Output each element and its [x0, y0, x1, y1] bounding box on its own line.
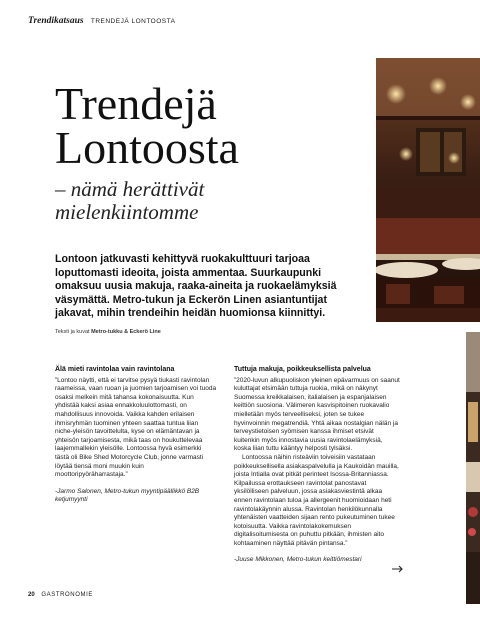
credit-prefix: Teksti ja kuvat	[55, 329, 90, 335]
section-name: Trendikatsaus	[28, 16, 84, 26]
page-number: 20	[28, 592, 35, 598]
column-left	[55, 366, 217, 505]
column-left-body: ”Lontoo näytti, että ei tarvitse pysyä tiukasti ravintolan raameissa, vaan ruoan ja juomien tarjoamisen voi tuoda osaksi melkein mitä tahansa kokonaisuutta. Kun yhdistää kaksi asiaa ennakkoluulottomasti, on mahdollisuus innovoida. Vaikka kahden erilaisen ihmisryhmän tuominen yhteen saattaa tuntua liian niche-yleisön tavoittelulta, kyse on elämäntavan ja yhteisön tarjoamisesta, mikä taas on houkuttelevaa laajemmallekin yleisölle. Lontoossa hyvä esimerkki tästä oli Bike Shed Motorcycle Club, jonne varmasti löytää tiensä moni muukin kuin moottoripyöräharrastaja.”	[55, 376, 217, 479]
credit-names: Metro-tukku & Eckerö Line	[91, 329, 161, 335]
title-line-1: Trendejä	[55, 78, 217, 129]
page-footer	[28, 592, 93, 598]
column-left-signature: -Jarmo Salonen, Metro-tukun myyntipäällikkö B2B ketjumyynti	[55, 487, 200, 504]
column-right-body-2: Lontoossa näihin risteäviin toiveisiin vastataan poikkeuksellisella asiakaspalvelulla ja Kaukoidän mauilla, joista Intialla ovat pitkät perinteet Isossa-Britanniassa. Kilpailussa erottaukseen ravintolat panostavat yksilölliseen palveluun, jossa asiakasviestintä alkaa ennen ravintolaan tuloa ja allergeenit huomioidaan heti ravintolakäynnin alussa. Ravintolan henkilökunnalla yhtenäisten vaatteiden sijaan rento pukeutuminen tukee kotoisuutta. Vaikka ravintolakokemuksen digitalisoitumisesta on puhuttu pitkään, ihmisten aito kohtaaminen näyttää pitävän pintansa.”	[234, 453, 399, 547]
article-lead: Lontoon jatkuvasti kehittyvä ruokakulttuuri tarjoaa loputtomasti ideoita, joista ammentaa. Suurkaupunki omaksuu uusia makuja, raaka-aineita ja ruokaelämyksiä väsymättä. Metro-tukun ja Eckerön Linen asiantuntijat jakavat, mihin trendeihin heidän huomionsa kiinnittyi.	[55, 253, 337, 319]
arrow-right-icon[interactable]	[392, 565, 404, 576]
section-topic: TRENDEJÄ LONTOOSTA	[90, 18, 176, 25]
article-title	[55, 78, 239, 173]
column-left-heading: Älä mieti ravintolaa vain ravintolana	[55, 366, 175, 373]
restaurant-photo	[376, 58, 480, 322]
column-right-body-1: ”2020-luvun alkupuoliskon yleinen epävarmuus on saanut kuluttajat etsimään tuttuja ruokia, mikä on näkynyt Suomessa kreikkalaisen, italialaisen ja espanjalaisen keittiön suosiona. Välimeren kasvispitoinen ruokavalio mielletään myös terveelliseksi, joten se tukee hyvinvoinnin megatrendiä. Yhtä aikaa nostalgian nälän ja terveystietoisen syömisen kanssa ihmiset etsivät kuitenkin myös innostavia uusia ravintolaelämyksiä, koska liian tuttu kääntyy helposti tylsäksi.	[234, 376, 400, 453]
magazine-name: GASTRONOMIE	[41, 592, 93, 598]
column-right	[234, 366, 400, 565]
title-line-2: Lontoosta	[55, 122, 239, 173]
motorcycle-photo	[466, 332, 480, 604]
column-right-heading: Tuttuja makuja, poikkeuksellista palvelua	[234, 366, 371, 373]
article-credit	[55, 329, 161, 335]
column-right-signature: -Juuse Mikkonen, Metro-tukun keittiömestari	[234, 556, 362, 564]
page-header	[28, 16, 175, 26]
article-subtitle: – nämä herättivät mielenkiintomme	[55, 177, 205, 224]
